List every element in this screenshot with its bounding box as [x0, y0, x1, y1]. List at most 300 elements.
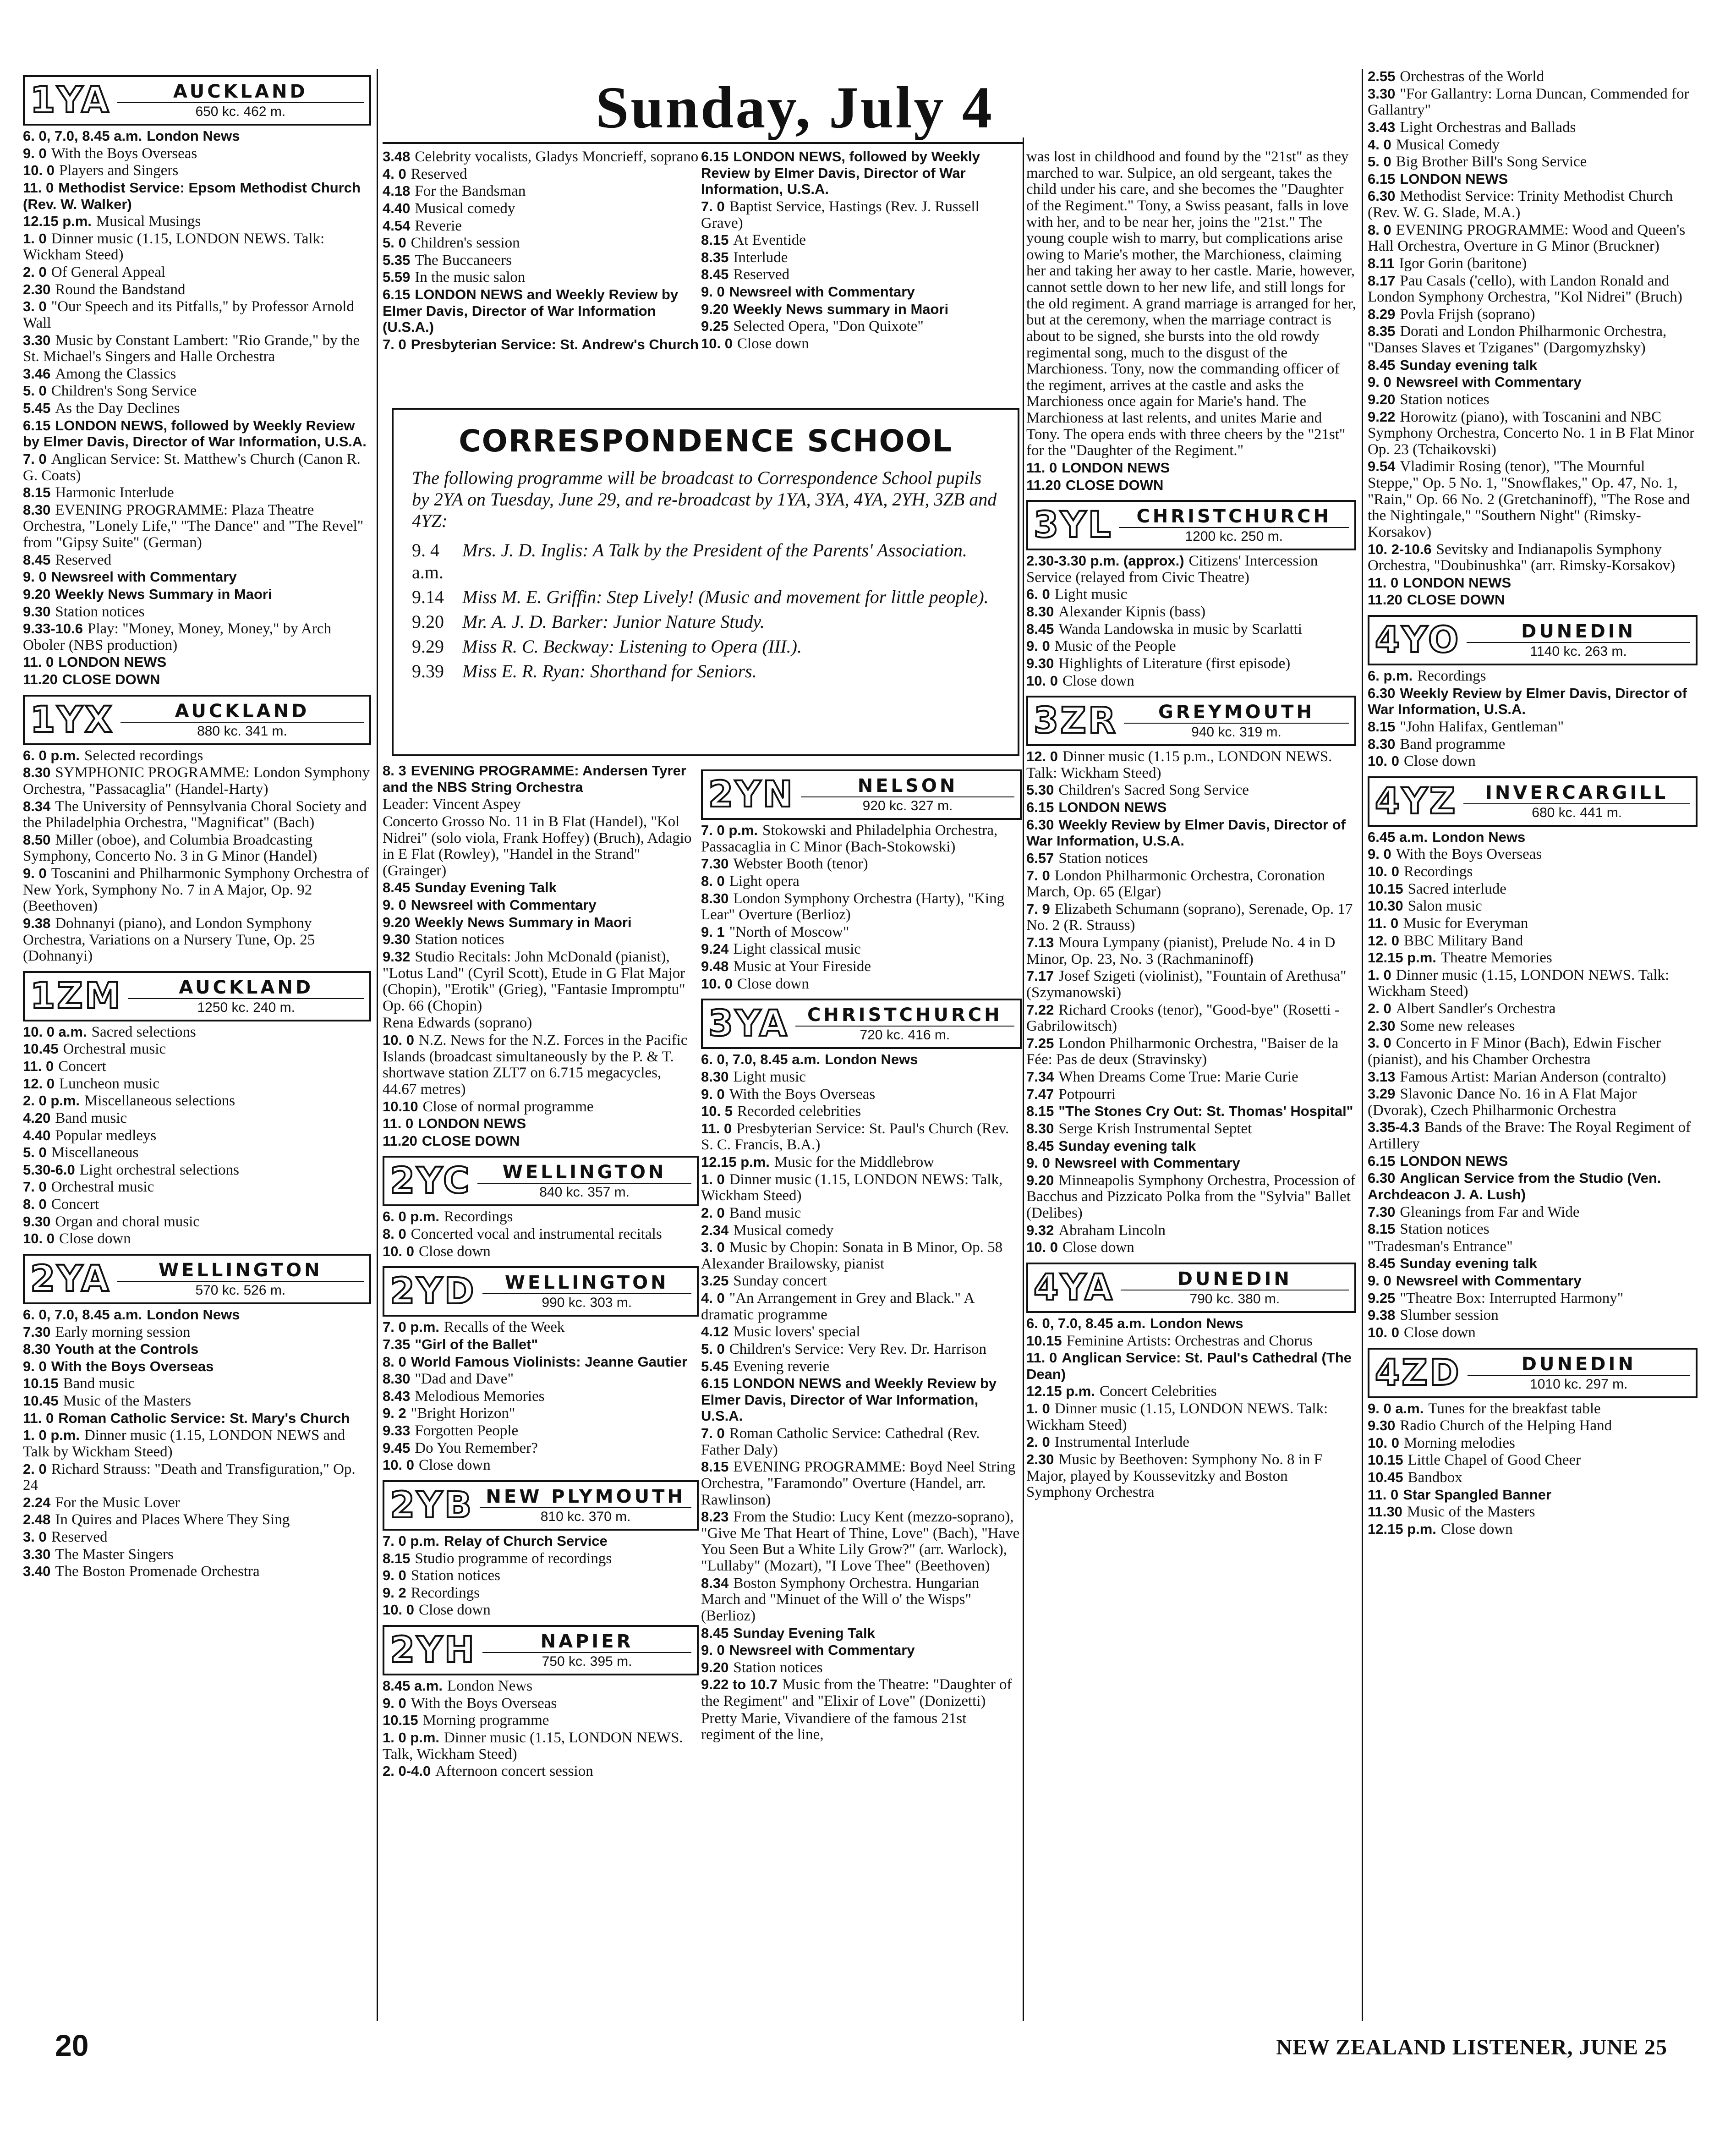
- programme-time: 8.45: [1026, 620, 1054, 637]
- programme-time: 10.10: [383, 1098, 418, 1115]
- programme-time: 8.45: [1368, 1255, 1396, 1272]
- programme-text: Selected Opera, "Don Quixote": [733, 318, 924, 335]
- programme-entry: [1026, 1104, 1356, 1120]
- programme-entry: [701, 1154, 1022, 1171]
- programme-entry: [701, 1509, 1022, 1575]
- programme-entry: [1368, 719, 1698, 736]
- programme-text: In Quires and Places Where They Sing: [55, 1511, 290, 1528]
- column-3-top: [701, 149, 1022, 406]
- programme-entry: [383, 1730, 699, 1763]
- programme-entry: [23, 1024, 371, 1041]
- programme-text: Vladimir Rosing (tenor), "The Mournful Steppe," Op. 5 No. 1, "Snowflakes," Op. 47, No. 1, "Rain," Op. 66 No. 2 (Gretchaninoff), "The Rose and the Nightingale," "Southern Night" (Rimsky-Korsakov): [1368, 458, 1690, 540]
- programme-text: Tunes for the breakfast table: [1428, 1400, 1601, 1417]
- programme-time: 2.48: [23, 1511, 51, 1528]
- station-city: AUCKLAND: [128, 977, 364, 999]
- programme-entry: [701, 1069, 1022, 1086]
- station-meta: [120, 701, 364, 739]
- programme-text: "North of Moscow": [729, 923, 849, 940]
- programme-text: Slavonic Dance No. 16 in A Flat Major (Dvorak), Czech Philharmonic Orchestra: [1368, 1086, 1637, 1119]
- programme-time: 5. 0: [383, 235, 406, 251]
- programme-text: Close down: [418, 1243, 491, 1260]
- programme-time: 4.40: [23, 1127, 51, 1143]
- programme-time: 8.11: [1368, 255, 1395, 271]
- programme-time: 6. p.m.: [1368, 668, 1413, 684]
- programme-time: 6.30: [1368, 1170, 1396, 1186]
- programme-time: 11. 0: [23, 654, 54, 670]
- programme-text: For the Music Lover: [55, 1494, 180, 1511]
- station-frequency: 1140 kc. 263 m.: [1530, 644, 1627, 659]
- programme-entry: [23, 163, 371, 179]
- programme-entry: [23, 214, 371, 230]
- programme-entry: [383, 1585, 699, 1602]
- broadcast-description: Miss M. E. Griffin: Step Lively! (Music and movement for little people).: [462, 586, 989, 607]
- programme-time: 11. 0: [23, 179, 54, 196]
- programme-entry: [383, 201, 699, 217]
- programme-text: Reserved: [51, 1529, 108, 1545]
- programme-time: 3.46: [23, 365, 51, 382]
- programme-time: 11. 0: [23, 1410, 54, 1426]
- programme-time: 5.45: [701, 1358, 729, 1374]
- station-frequency: 880 kc. 341 m.: [197, 723, 287, 739]
- programme-text: Musical Musings: [96, 213, 201, 230]
- programme-text: LONDON NEWS: [1400, 1153, 1508, 1169]
- programme-text: London News: [1150, 1315, 1243, 1331]
- station-callsign: 2YD: [390, 1271, 476, 1312]
- programme-text: Pretty Marie, Vivandiere of the famous 21st regiment of the line,: [701, 1710, 967, 1743]
- programme-text: Youth at the Controls: [55, 1341, 199, 1357]
- programme-entry: [1026, 1121, 1356, 1137]
- programme-entry: [701, 1205, 1022, 1222]
- programme-entry: [701, 873, 1022, 890]
- programme-text: "John Halifax, Gentleman": [1400, 718, 1564, 735]
- programme-time: 4.12: [701, 1323, 729, 1340]
- programme-time: 10.30: [1368, 898, 1403, 914]
- programme-text: Among the Classics: [55, 365, 176, 382]
- programme-time: 9.32: [383, 948, 411, 965]
- programme-text: From the Studio: Lucy Kent (mezzo-soprano), "Give Me That Heart of Thine, Love" (Bach), "Have You Seen But a White Lily Grow?" (arr. Warlock), "Lullaby" (Mozart), "I Love Thee" (Beethoven): [701, 1509, 1020, 1574]
- programme-time: 5. 0: [1368, 154, 1391, 170]
- programme-text: CLOSE DOWN: [422, 1132, 520, 1149]
- programme-time: 11. 0: [1368, 574, 1399, 591]
- programme-entry: [1368, 1035, 1698, 1068]
- programme-time: 9. 0: [1368, 374, 1391, 390]
- programme-time: 7.35: [383, 1336, 411, 1352]
- programme-entry: [23, 587, 371, 603]
- programme-time: 9. 0: [23, 1358, 47, 1374]
- programme-entry: [383, 166, 699, 183]
- programme-time: 2. 0: [23, 1461, 47, 1477]
- programme-entry: [701, 318, 1022, 335]
- station-meta: [1121, 1268, 1349, 1307]
- programme-text: Big Brother Bill's Song Service: [1396, 154, 1587, 170]
- programme-entry: [23, 299, 371, 331]
- programme-time: 10. 0: [383, 1602, 414, 1618]
- programme-time: 10. 0 a.m.: [23, 1023, 87, 1040]
- programme-time: 12. 0: [1368, 932, 1399, 949]
- programme-time: 8.45: [701, 266, 729, 283]
- programme-entry: [1368, 668, 1698, 685]
- programme-text: Concert: [58, 1058, 106, 1075]
- programme-entry: [1368, 1521, 1698, 1538]
- programme-entry: [1368, 1290, 1698, 1307]
- programme-entry: [23, 418, 371, 450]
- programme-time: 9. 0: [23, 865, 47, 881]
- programme-text: LONDON NEWS: [418, 1115, 526, 1132]
- station-callsign: 2YC: [390, 1160, 471, 1202]
- programme-text: "Girl of the Ballet": [415, 1336, 538, 1352]
- programme-text: Music lovers' special: [733, 1323, 860, 1340]
- programme-entry: [1368, 1221, 1698, 1238]
- programme-time: 3.30: [1368, 85, 1396, 102]
- programme-time: 9. 2: [383, 1405, 406, 1422]
- programme-entry: [1026, 1452, 1356, 1501]
- programme-text: As the Day Declines: [55, 400, 180, 417]
- programme-entry: [1368, 86, 1698, 119]
- programme-time: 8.30: [1368, 736, 1396, 752]
- programme-entry: [1368, 898, 1698, 915]
- programme-text: Close down: [418, 1602, 491, 1619]
- programme-text: Recordings: [411, 1584, 480, 1601]
- programme-entry: [1026, 1434, 1356, 1451]
- programme-text: Dinner music (1.15, LONDON NEWS. Talk: Wickham Steed): [1026, 1400, 1328, 1433]
- programme-entry: [1026, 621, 1356, 638]
- column-rule: [377, 69, 378, 2021]
- programme-entry: [701, 891, 1022, 923]
- programme-entry: [1026, 638, 1356, 655]
- programme-text: Concerto Grosso No. 11 in B Flat (Handel), "Kol Nidrei" (solo viola, Frank Hoffey) (Bruch), Adagio in E Flat (Rowley), "Handel in the Strand" (Grainger): [383, 813, 692, 879]
- programme-time: 7. 0: [1026, 867, 1050, 884]
- programme-time: 2. 0: [1026, 1434, 1050, 1450]
- programme-time: 10. 0: [1368, 1324, 1399, 1340]
- programme-entry: [1026, 553, 1356, 586]
- programme-text: Elizabeth Schumann (soprano), Serenade, Op. 17 No. 2 (R. Strauss): [1026, 901, 1353, 934]
- programme-time: 9.20: [23, 586, 51, 602]
- programme-time: 9. 0: [701, 284, 725, 300]
- programme-entry: [701, 1087, 1022, 1103]
- programme-text: Round the Bandstand: [55, 281, 186, 298]
- programme-time: 5.45: [23, 400, 51, 416]
- programme-time: 9. 0: [1368, 846, 1391, 862]
- programme-text: Feminine Artists: Orchestras and Chorus: [1066, 1332, 1313, 1349]
- programme-time: 3.13: [1368, 1068, 1396, 1085]
- programme-entry: [1368, 357, 1698, 374]
- broadcast-time: 9.29: [412, 636, 444, 657]
- programme-entry: [1026, 1401, 1356, 1433]
- programme-entry: [1368, 222, 1698, 255]
- programme-entry: [701, 1324, 1022, 1340]
- programme-time: 8.45 a.m.: [383, 1678, 443, 1694]
- programme-text: EVENING PROGRAMME: Andersen Tyrer and the NBS String Orchestra: [383, 763, 686, 795]
- programme-text: LONDON NEWS: [1062, 459, 1170, 476]
- programme-time: 8. 0: [383, 1353, 406, 1370]
- programme-entry: [23, 180, 371, 213]
- programme-time: 11.20: [1368, 592, 1402, 608]
- programme-time: 8.45: [23, 551, 51, 568]
- station-city: DUNEDIN: [1121, 1268, 1349, 1290]
- programme-entry: [1368, 1086, 1698, 1119]
- programme-entry: [23, 604, 371, 620]
- programme-time: 7.25: [1026, 1035, 1054, 1051]
- station-meta: [117, 81, 364, 120]
- programme-text: Relay of Church Service: [444, 1532, 608, 1549]
- programme-entry: [1368, 137, 1698, 154]
- programme-text: Players and Singers: [59, 162, 179, 179]
- programme-time: 6. 0, 7.0, 8.45 a.m.: [23, 1306, 142, 1323]
- programme-time: 8.30: [23, 1341, 51, 1357]
- programme-entry: [23, 1428, 371, 1460]
- programme-entry: [383, 915, 699, 931]
- programme-time: 7. 9: [1026, 901, 1050, 917]
- programme-text: Close of normal programme: [422, 1098, 594, 1115]
- programme-entry: [701, 1426, 1022, 1458]
- programme-entry: [1026, 1138, 1356, 1155]
- station-city: NEW PLYMOUTH: [480, 1486, 691, 1508]
- programme-entry: [383, 183, 699, 200]
- programme-entry: [1368, 374, 1698, 391]
- programme-time: 11. 0: [383, 1115, 414, 1132]
- station-frequency: 940 kc. 319 m.: [1191, 725, 1281, 740]
- programme-entry: [1026, 1069, 1356, 1086]
- programme-text: Children's session: [411, 235, 520, 252]
- programme-text: Children's Sacred Song Service: [1058, 782, 1249, 799]
- programme-time: 6.30: [1368, 188, 1396, 204]
- programme-text: LONDON NEWS: [1403, 574, 1511, 591]
- programme-text: Recordings: [444, 1208, 513, 1225]
- programme-time: 1. 0 p.m.: [383, 1729, 440, 1746]
- programme-time: 3.40: [23, 1563, 51, 1580]
- programme-time: 8.15: [701, 232, 729, 248]
- programme-text: With the Boys Overseas: [51, 145, 197, 162]
- programme-entry: [23, 1076, 371, 1093]
- programme-entry: [701, 1677, 1022, 1709]
- programme-time: 8.15: [1368, 1221, 1396, 1237]
- programme-text: Toscanini and Philharmonic Symphony Orchestra of New York, Symphony No. 7 in A Major, Op. 92 (Beethoven): [23, 865, 369, 915]
- programme-time: 9.32: [1026, 1222, 1054, 1238]
- programme-entry: [701, 976, 1022, 993]
- programme-time: 1. 0: [1368, 966, 1391, 983]
- programme-time: 3. 0: [23, 298, 47, 315]
- programme-time: 4. 0: [1368, 136, 1391, 153]
- programme-text: Concert Celebrities: [1099, 1383, 1217, 1400]
- programme-entry: [23, 866, 371, 915]
- programme-text: Povla Frijsh (soprano): [1400, 306, 1535, 323]
- programme-time: 8.17: [1368, 272, 1396, 289]
- programme-text: Bandbox: [1407, 1469, 1462, 1486]
- programme-time: 9.20: [1368, 391, 1396, 407]
- programme-text: Station notices: [55, 603, 145, 620]
- programme-time: 12.15 p.m.: [701, 1154, 770, 1170]
- programme-text: Newsreel with Commentary: [729, 284, 915, 300]
- programme-time: 7.34: [1026, 1069, 1054, 1085]
- programme-text: Dinner music (1.15, LONDON NEWS. Talk: Wickham Steed): [23, 230, 325, 264]
- programme-entry: [1368, 1487, 1698, 1504]
- programme-entry: [383, 337, 699, 353]
- programme-text: Anglican Service: St. Matthew's Church (Canon R. G. Coats): [23, 450, 361, 484]
- station-callsign: 2YN: [708, 774, 795, 815]
- station-meta: [482, 1631, 691, 1669]
- station-frequency: 790 kc. 380 m.: [1189, 1291, 1280, 1307]
- programme-entry: [701, 1121, 1022, 1153]
- programme-text: At Eventide: [733, 232, 806, 249]
- programme-time: 6.15: [23, 417, 51, 434]
- programme-entry: [23, 1564, 371, 1580]
- programme-time: 6.57: [1026, 850, 1054, 866]
- programme-text: BBC Military Band: [1403, 932, 1523, 949]
- programme-text: Harmonic Interlude: [55, 484, 174, 501]
- programme-text: Band music: [729, 1204, 801, 1221]
- programme-text: Close down: [1403, 1324, 1476, 1341]
- programme-time: 6.15: [701, 149, 729, 165]
- programme-time: 2. 0: [1368, 1000, 1391, 1016]
- programme-text: Station notices: [733, 1659, 823, 1676]
- station-header: [1026, 500, 1356, 550]
- programme-entry: [383, 1226, 699, 1243]
- programme-entry: [701, 336, 1022, 352]
- station-meta: [1467, 621, 1690, 659]
- programme-entry: [23, 1324, 371, 1341]
- programme-time: 9.38: [23, 915, 51, 931]
- programme-text: EVENING PROGRAMME: Plaza Theatre Orchestra, "Lonely Life," "The Dance" and "The Revel" from "Gipsy Suite" (German): [23, 501, 364, 551]
- programme-time: 10.45: [23, 1041, 59, 1057]
- programme-time: 7.17: [1026, 968, 1054, 984]
- programme-time: 4.20: [23, 1109, 51, 1126]
- station-meta: [128, 977, 364, 1016]
- programme-time: 2. 0: [701, 1204, 725, 1221]
- station-frequency: 990 kc. 303 m.: [542, 1295, 632, 1311]
- programme-entry: [383, 1763, 699, 1780]
- programme-entry: [23, 1393, 371, 1410]
- programme-time: 2.30-3.30 p.m. (approx.): [1026, 553, 1184, 569]
- programme-text: Dinner music (1.15, LONDON NEWS. Talk, Wickham Steed): [383, 1729, 683, 1763]
- programme-time: 8.35: [701, 249, 729, 265]
- programme-entry: [23, 146, 371, 162]
- programme-entry: [1026, 1155, 1356, 1172]
- programme-time: 9. 0: [701, 1642, 725, 1658]
- programme-text: Orchestral music: [51, 1179, 154, 1196]
- programme-text: Baptist Service, Hastings (Rev. J. Russell Grave): [701, 198, 980, 231]
- programme-text: Horowitz (piano), with Toscanini and NBC Symphony Orchestra, Concerto No. 1 in B Flat Minor Op. 23 (Tchaikovski): [1368, 408, 1695, 458]
- programme-entry: [1368, 120, 1698, 136]
- programme-entry: [23, 1341, 371, 1358]
- programme-text: Webster Booth (tenor): [733, 856, 868, 873]
- programme-time: 10. 0: [1026, 672, 1058, 689]
- programme-text: With the Boys Overseas: [411, 1695, 557, 1712]
- programme-entry: [383, 287, 699, 336]
- programme-time: 6.15: [383, 286, 411, 302]
- programme-time: 4. 0: [701, 1290, 725, 1306]
- programme-text: Richard Crooks (tenor), "Good-bye" (Rosetti - Gabrilowitsch): [1026, 1001, 1340, 1035]
- programme-time: 3.48: [383, 149, 411, 165]
- programme-time: 8.50: [23, 831, 51, 848]
- programme-time: 10. 0: [701, 975, 733, 992]
- programme-text: Music for Everyman: [1403, 915, 1528, 932]
- programme-time: 7.22: [1026, 1001, 1054, 1018]
- programme-entry: [701, 959, 1022, 975]
- publication-title: NEW ZEALAND LISTENER, JUNE 25: [1276, 2035, 1667, 2059]
- station-frequency: 920 kc. 327 m.: [862, 798, 953, 813]
- programme-time: 10.15: [1026, 1332, 1062, 1349]
- box-intro: The following programme will be broadcast to Correspondence School pupils by 2YA on Tuesday, June 29, and re-broadcast by 1YA, 3YA, 4YA, 2YH, 3ZB and 4YZ:: [412, 467, 997, 532]
- programme-entry: [701, 284, 1022, 301]
- programme-entry: [23, 748, 371, 764]
- programme-entry: [23, 672, 371, 688]
- station-meta: [1463, 782, 1690, 821]
- programme-time: 1. 0: [1026, 1400, 1050, 1417]
- programme-time: 8. 0: [701, 873, 725, 889]
- programme-text: SYMPHONIC PROGRAMME: London Symphony Orchestra, "Passacaglia" (Handel-Harty): [23, 764, 370, 797]
- programme-time: 10. 5: [701, 1103, 733, 1120]
- programme-time: 11. 0: [1368, 1486, 1399, 1503]
- programme-entry: [701, 1341, 1022, 1358]
- programme-time: 2.30: [1368, 1017, 1396, 1034]
- broadcast-item: [412, 539, 999, 583]
- station-frequency: 810 kc. 370 m.: [540, 1509, 631, 1524]
- programme-text: Reserved: [733, 266, 790, 283]
- programme-entry: [1026, 800, 1356, 816]
- station-meta: [480, 1486, 691, 1525]
- programme-entry: [23, 1214, 371, 1230]
- programme-entry: [701, 267, 1022, 283]
- programme-time: 11. 0: [1026, 459, 1057, 476]
- programme-entry: [1026, 817, 1356, 850]
- programme-text: Radio Church of the Helping Hand: [1400, 1417, 1612, 1434]
- programme-text: LONDON NEWS: [1058, 799, 1167, 815]
- programme-text: "Dad and Dave": [415, 1371, 514, 1388]
- programme-text: Alexander Kipnis (bass): [1058, 604, 1206, 620]
- programme-text: Music of the People: [1054, 638, 1176, 655]
- station-callsign: 4YZ: [1375, 780, 1457, 822]
- programme-time: 8.15: [1368, 718, 1396, 735]
- programme-time: 9.30: [23, 1213, 51, 1230]
- programme-entry: [1026, 1384, 1356, 1400]
- station-city: WELLINGTON: [117, 1260, 364, 1282]
- programme-time: 9.30: [23, 603, 51, 620]
- programme-time: 11. 0: [23, 1058, 54, 1074]
- programme-time: 9. 0: [23, 145, 47, 161]
- programme-entry: [701, 1273, 1022, 1290]
- station-header: [383, 1625, 699, 1675]
- programme-entry: [701, 1052, 1022, 1068]
- programme-entry: [1368, 1307, 1698, 1324]
- programme-time: 5. 0: [23, 383, 47, 399]
- programme-text: Music at Your Fireside: [733, 958, 871, 975]
- station-frequency: 650 kc. 462 m.: [195, 104, 286, 119]
- programme-time: 9.22 to 10.7: [701, 1676, 778, 1693]
- programme-entry: [23, 1041, 371, 1058]
- programme-entry: [1368, 256, 1698, 272]
- programme-entry: [1026, 968, 1356, 1001]
- programme-text: Slumber session: [1400, 1307, 1499, 1324]
- programme-entry: [383, 814, 699, 879]
- station-callsign: 2YB: [390, 1484, 474, 1526]
- programme-text: Sunday Evening Talk: [733, 1625, 875, 1641]
- programme-text: Evening reverie: [733, 1358, 830, 1375]
- station-header: [1368, 615, 1698, 665]
- programme-text: Sacred interlude: [1407, 880, 1506, 897]
- programme-time: 10.45: [23, 1393, 59, 1409]
- station-header: [23, 75, 371, 126]
- programme-entry: [1026, 460, 1356, 477]
- programme-time: 3.43: [1368, 119, 1396, 135]
- programme-time: 12.15 p.m.: [23, 213, 92, 230]
- programme-time: 8.30: [1026, 604, 1054, 620]
- programme-entry: [23, 1307, 371, 1323]
- programme-time: 5.30-6.0: [23, 1161, 75, 1178]
- programme-time: 7. 0 p.m.: [383, 1319, 440, 1335]
- programme-text: Newsreel with Commentary: [1396, 374, 1582, 390]
- programme-entry: [1026, 673, 1356, 690]
- station-city: NELSON: [801, 775, 1014, 797]
